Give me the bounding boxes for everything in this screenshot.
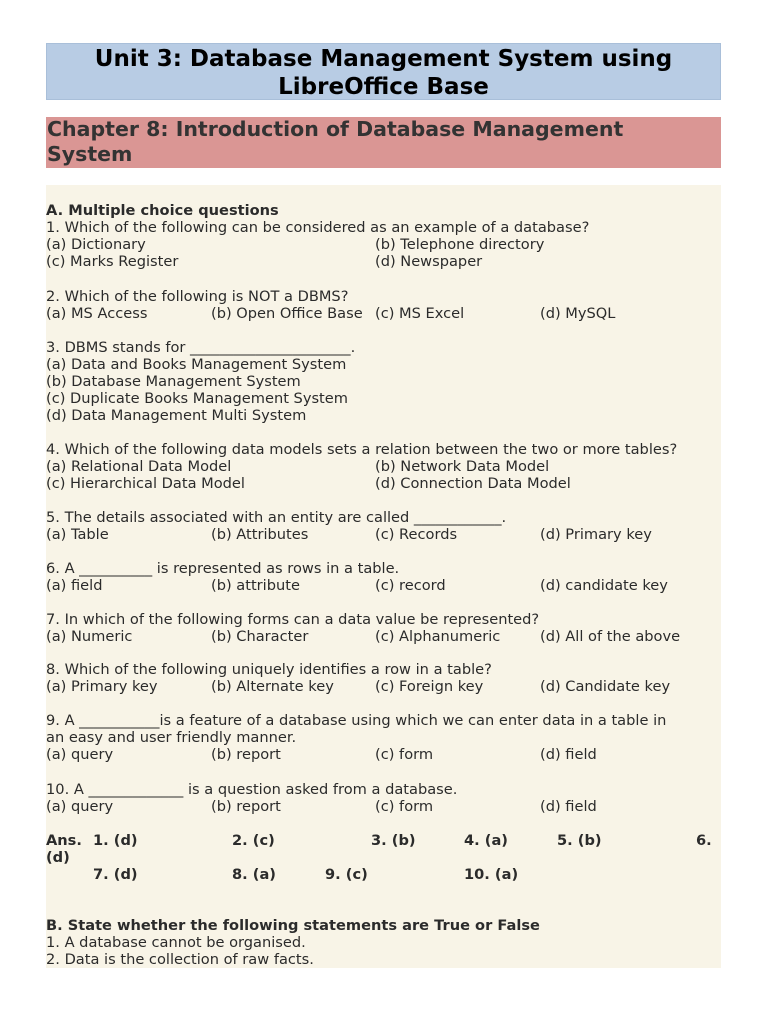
option: (a) field xyxy=(46,577,103,594)
option: (d) Data Management Multi System xyxy=(46,407,307,424)
option: (d) Primary key xyxy=(540,526,652,543)
option: (d) Newspaper xyxy=(375,253,483,270)
answer: 4. (a) xyxy=(464,832,508,849)
answer: 1. (d) xyxy=(93,832,138,849)
answers-label: Ans. xyxy=(46,832,82,849)
option: (a) Relational Data Model xyxy=(46,458,232,475)
answer: 5. (b) xyxy=(557,832,602,849)
question-10: 10. A _____________ is a question asked from a database. xyxy=(46,781,458,798)
option: (b) Alternate key xyxy=(211,678,334,695)
answer: 2. (c) xyxy=(232,832,275,849)
question-9-options xyxy=(46,746,721,763)
answer: 10. (a) xyxy=(464,866,519,883)
option: (b) report xyxy=(211,798,281,815)
section-b-heading: B. State whether the following statements are True or False xyxy=(46,917,540,934)
option: (b) report xyxy=(211,746,281,763)
option: (b) Database Management System xyxy=(46,373,301,390)
chapter-title-banner xyxy=(46,117,721,168)
answer: (d) xyxy=(46,849,70,866)
question-7: 7. In which of the following forms can a data value be represented? xyxy=(46,611,540,628)
option: (a) Primary key xyxy=(46,678,158,695)
option: (a) Dictionary xyxy=(46,236,146,253)
option: (d) Connection Data Model xyxy=(375,475,571,492)
option: (d) All of the above xyxy=(540,628,681,645)
question-9-line2: an easy and user friendly manner. xyxy=(46,729,297,746)
question-5: 5. The details associated with an entity are called ____________. xyxy=(46,509,507,526)
answer: 8. (a) xyxy=(232,866,276,883)
option: (b) Open Office Base xyxy=(211,305,363,322)
option: (c) form xyxy=(375,798,434,815)
option: (a) Numeric xyxy=(46,628,133,645)
option: (d) field xyxy=(540,746,597,763)
question-8-options xyxy=(46,678,721,695)
answer: 6. xyxy=(696,832,712,849)
answer: 7. (d) xyxy=(93,866,138,883)
question-8: 8. Which of the following uniquely identifies a row in a table? xyxy=(46,661,492,678)
chapter-title-line2: System xyxy=(47,142,133,166)
option: (c) Alphanumeric xyxy=(375,628,501,645)
answers-row1 xyxy=(46,832,721,849)
option: (d) field xyxy=(540,798,597,815)
option: (c) record xyxy=(375,577,446,594)
question-4-options-row1 xyxy=(46,458,721,475)
question-10-options xyxy=(46,798,721,815)
question-6-options xyxy=(46,577,721,594)
option: (a) MS Access xyxy=(46,305,148,322)
option: (c) form xyxy=(375,746,434,763)
answer: 3. (b) xyxy=(371,832,416,849)
question-7-options xyxy=(46,628,721,645)
question-6: 6. A __________ is represented as rows in a table. xyxy=(46,560,400,577)
option: (b) Character xyxy=(211,628,309,645)
option: (b) attribute xyxy=(211,577,300,594)
unit-title-banner xyxy=(46,43,721,100)
option: (a) query xyxy=(46,746,114,763)
questions-panel xyxy=(46,185,721,968)
question-5-options xyxy=(46,526,721,543)
question-1: 1. Which of the following can be considered as an example of a database? xyxy=(46,219,590,236)
option: (c) MS Excel xyxy=(375,305,465,322)
section-a-heading: A. Multiple choice questions xyxy=(46,202,279,219)
answer: 9. (c) xyxy=(325,866,368,883)
option: (d) candidate key xyxy=(540,577,668,594)
question-3: 3. DBMS stands for ______________________. xyxy=(46,339,356,356)
unit-title-line2: LibreOffice Base xyxy=(278,74,489,100)
chapter-title-line1: Chapter 8: Introduction of Database Management xyxy=(47,117,624,141)
question-1-options-row1 xyxy=(46,236,721,253)
option: (b) Telephone directory xyxy=(375,236,545,253)
option: (a) query xyxy=(46,798,114,815)
option: (c) Duplicate Books Management System xyxy=(46,390,348,407)
true-false-statement-1: 1. A database cannot be organised. xyxy=(46,934,306,951)
true-false-statement-2: 2. Data is the collection of raw facts. xyxy=(46,951,314,968)
option: (b) Network Data Model xyxy=(375,458,550,475)
unit-title-line1: Unit 3: Database Management System using xyxy=(94,46,673,72)
option: (d) Candidate key xyxy=(540,678,671,695)
option: (a) Data and Books Management System xyxy=(46,356,347,373)
option: (c) Foreign key xyxy=(375,678,484,695)
option: (c) Marks Register xyxy=(46,253,179,270)
option: (a) Table xyxy=(46,526,109,543)
question-1-options-row2 xyxy=(46,253,721,270)
question-2-options xyxy=(46,305,721,322)
question-9-line1: 9. A ___________is a feature of a database using which we can enter data in a table in xyxy=(46,712,667,729)
answers-row3 xyxy=(46,866,721,883)
option: (d) MySQL xyxy=(540,305,616,322)
question-4-options-row2 xyxy=(46,475,721,492)
question-4: 4. Which of the following data models sets a relation between the two or more tables? xyxy=(46,441,678,458)
option: (c) Hierarchical Data Model xyxy=(46,475,245,492)
option: (c) Records xyxy=(375,526,458,543)
option: (b) Attributes xyxy=(211,526,309,543)
question-2: 2. Which of the following is NOT a DBMS? xyxy=(46,288,349,305)
answers-row2 xyxy=(46,849,721,866)
